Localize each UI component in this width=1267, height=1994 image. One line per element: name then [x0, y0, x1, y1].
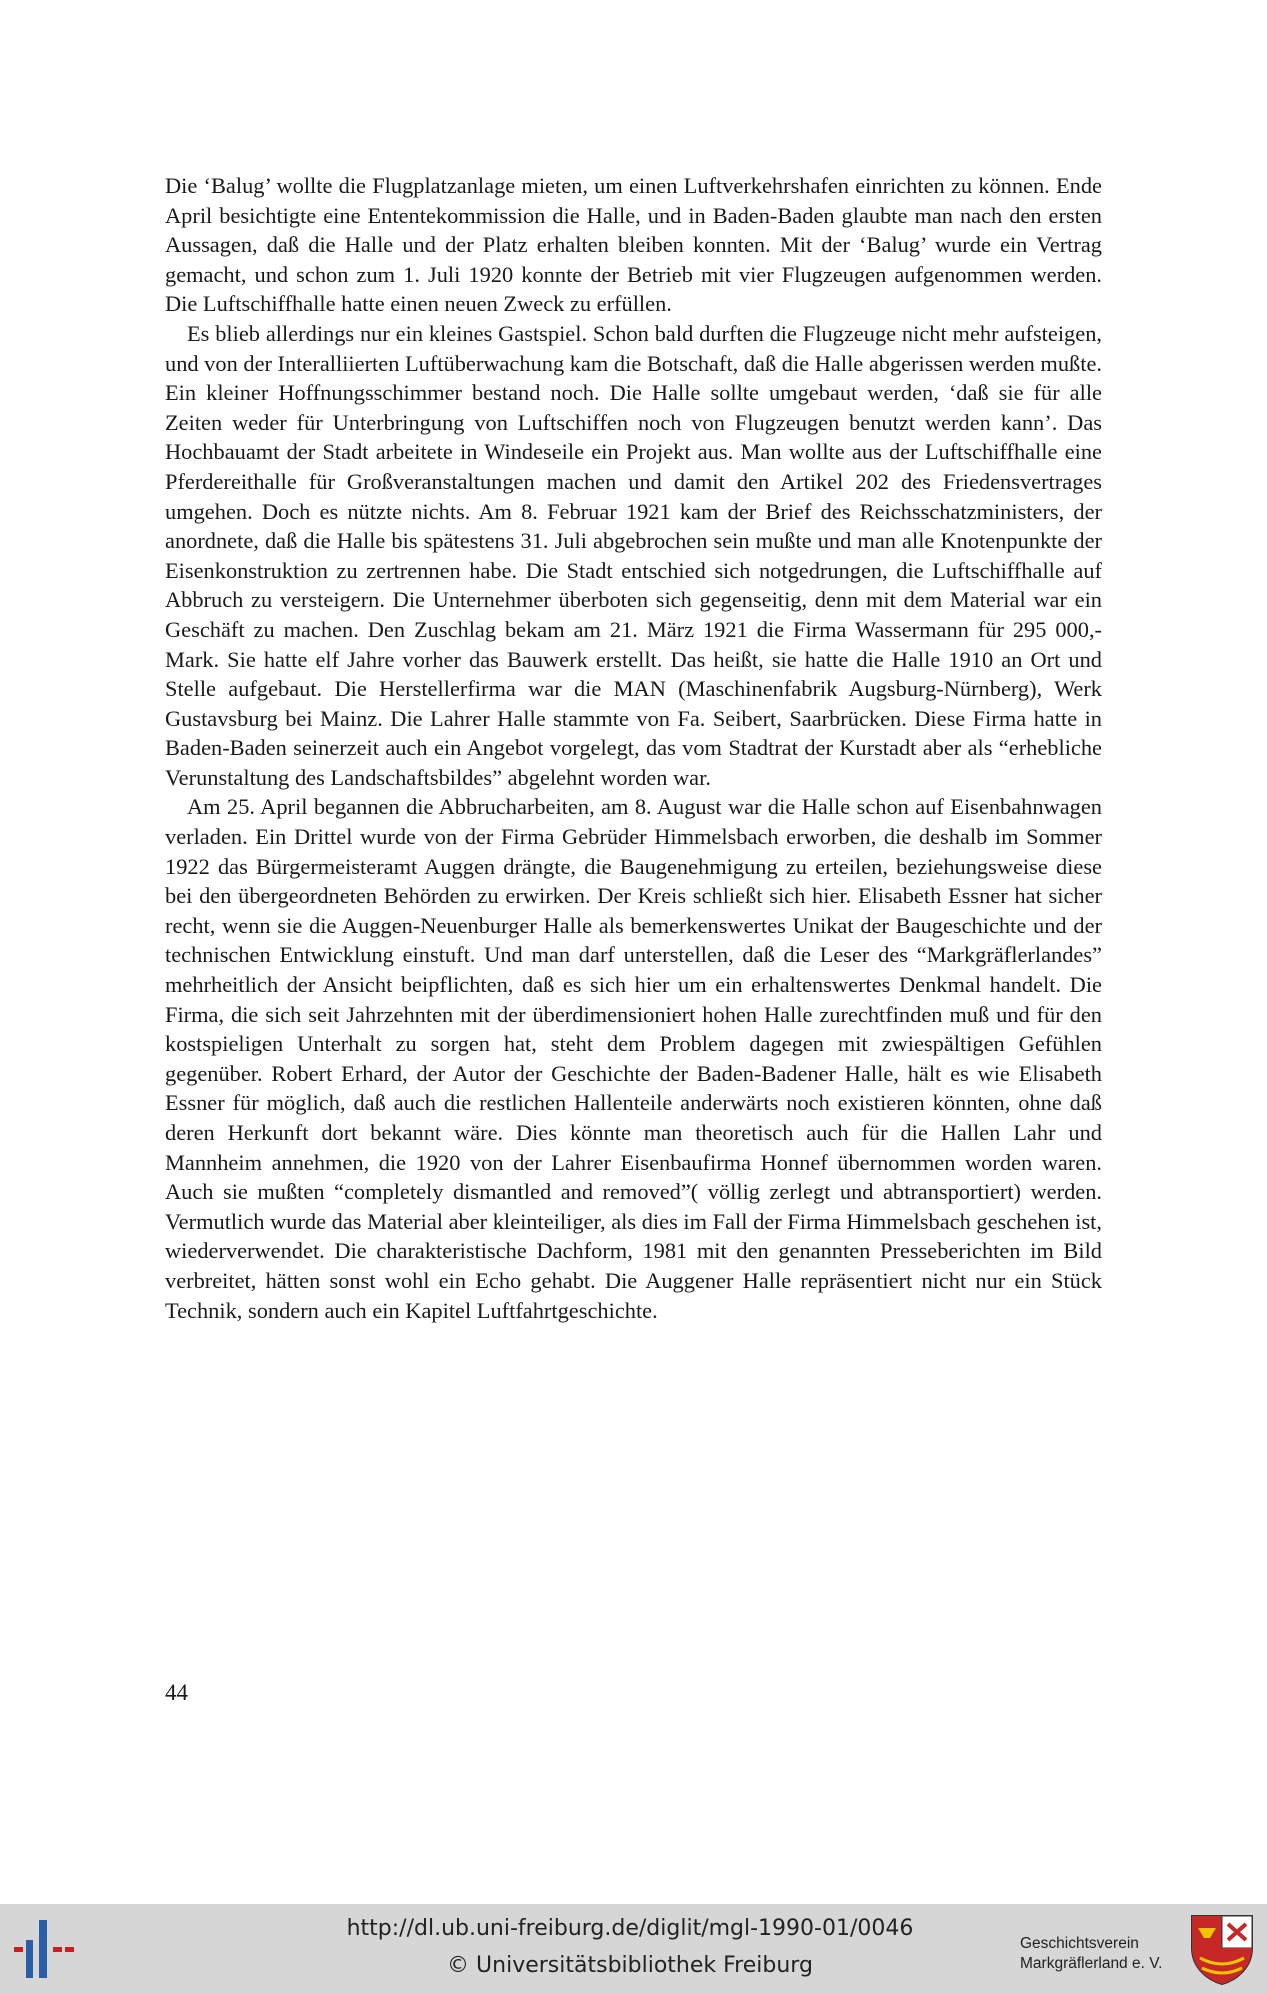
paragraph-1: Die ‘Balug’ wollte die Flugplatzanlage mieten, um einen Luftverkehrshafen einrichten zu können. Ende April besichtigte eine Ententekommission die Halle, und in Baden-Baden glaubte man nach den ersten Aussagen, daß die Halle und der Platz erhalten bleiben konnten. Mit der ‘Balug’ wurde ein Vertrag gemacht, und schon zum 1. Juli 1920 konnte der Betrieb mit vier Flugzeugen aufgenommen werden. Die Luftschiffhalle hatte einen neuen Zweck zu erfüllen.: [165, 173, 1102, 317]
paragraph-2: Es blieb allerdings nur ein kleines Gastspiel. Schon bald durften die Flugzeuge nicht mehr aufsteigen, und von der Interalliierten Luftüberwachung kam die Botschaft, daß die Halle abgerissen werden mußte. Ein kleiner Hoffnungsschimmer bestand noch. Die Halle sollte umgebaut werden, ‘daß sie für alle Zeiten weder für Unterbringung von Luftschiffen noch von Flugzeugen benutzt werden kann’. Das Hochbauamt der Stadt arbeitete in Windeseile ein Projekt aus. Man wollte aus der Luftschiffhalle eine Pferdereithalle für Großveranstaltungen machen und damit den Artikel 202 des Friedensvertrages umgehen. Doch es nützte nichts. Am 8. Februar 1921 kam der Brief des Reichsschatzministers, der anordnete, daß die Halle bis spätestens 31. Juli abgebrochen sein mußte und man alle Knotenpunkte der Eisenkonstruktion zu zertrennen habe. Die Stadt entschied sich notgedrungen, die Luftschiffhalle auf Abbruch zu versteigern. Die Unternehmer überboten sich gegenseitig, denn mit dem Material war ein Geschäft zu machen. Den Zuschlag bekam am 21. März 1921 die Firma Wassermann für 295 000,- Mark. Sie hatte elf Jahre vorher das Bauwerk erstellt. Das heißt, sie hatte die Halle 1910 an Ort und Stelle aufgebaut. Die Herstellerfirma war die MAN (Maschinenfabrik Augsburg-Nürnberg), Werk Gustavsburg bei Mainz. Die Lahrer Halle stammte von Fa. Seibert, Saarbrücken. Diese Firma hatte in Baden-Baden seinerzeit auch ein Angebot vorgelegt, das vom Stadtrat der Kurstadt aber als “erhebliche Verunstaltung des Landschaftsbildes” abgelehnt worden war.: [165, 320, 1102, 790]
footer-url-link[interactable]: http://dl.ub.uni-freiburg.de/diglit/mgl-1990-01/0046: [346, 1916, 914, 1941]
footer-citation: [300, 1910, 960, 1984]
society-line-2: Markgräflerland e. V.: [1020, 1955, 1163, 1972]
footer-copyright: © Universitätsbibliothek Freiburg: [447, 1953, 813, 1978]
article-body: [165, 171, 1102, 1325]
coat-of-arms-icon: [1190, 1914, 1254, 1986]
footer-society-name: [1020, 1934, 1190, 1974]
footer-bar: [0, 1904, 1267, 1994]
ub-freiburg-logo-icon: [12, 1916, 80, 1982]
paragraph-3: Am 25. April begannen die Abbrucharbeiten, am 8. August war die Halle schon auf Eisenbahnwagen verladen. Ein Drittel wurde von der Firma Gebrüder Himmelsbach erworben, die deshalb im Sommer 1922 das Bürgermeisteramt Auggen drängte, die Baugenehmigung zu erteilen, beziehungsweise diese bei den übergeordneten Behörden zu erwirken. Der Kreis schließt sich hier. Elisabeth Essner hat sicher recht, wenn sie die Auggen-Neuenburger Halle als bemerkenswertes Unikat der Baugeschichte und der technischen Entwicklung einstuft. Und man darf unterstellen, daß die Leser des “Markgräflerlandes” mehrheitlich der Ansicht beipflichten, daß es sich hier um ein erhaltenswertes Denkmal handelt. Die Firma, die sich seit Jahrzehnten mit der überdimensioniert hohen Halle zurechtfinden muß und für den kostspieligen Unterhalt zu sorgen hat, steht dem Problem dagegen mit zwiespältigen Gefühlen gegenüber. Robert Erhard, der Autor der Geschichte der Baden-Badener Halle, hält es wie Elisabeth Essner für möglich, daß auch die restlichen Hallenteile anderwärts noch existieren könnten, ohne daß deren Herkunft dort bekannt wäre. Dies könnte man theoretisch auch für die Hallen Lahr und Mannheim annehmen, die 1920 von der Lahrer Eisenbaufirma Honnef übernommen worden waren. Auch sie mußten “completely dismantled and removed”( völlig zerlegt und abtransportiert) werden. Vermutlich wurde das Material aber kleinteiliger, als dies im Fall der Firma Himmelsbach geschehen ist, wiederverwendet. Die charakteristische Dachform, 1981 mit den genannten Presseberichten im Bild verbreitet, hätten sonst wohl ein Echo gehabt. Die Auggener Halle repräsentiert nicht nur ein Stück Technik, sondern auch ein Kapitel Luftfahrtgeschichte.: [165, 794, 1102, 1323]
page-number: 44: [165, 1680, 188, 1705]
society-line-1: Geschichtsverein: [1020, 1935, 1139, 1952]
